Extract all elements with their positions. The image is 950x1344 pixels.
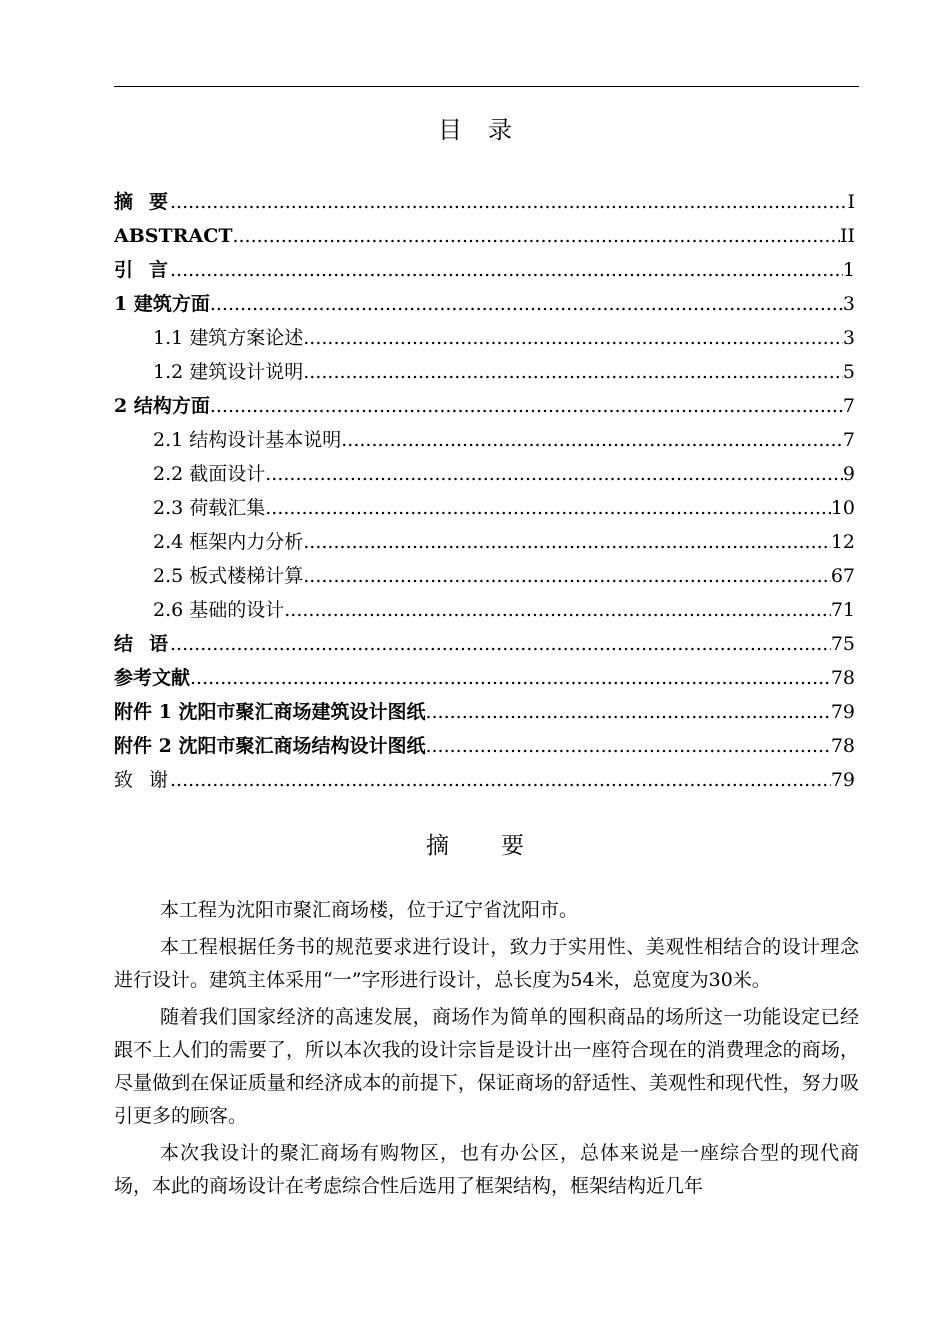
toc-dot-leader xyxy=(210,287,843,321)
toc-entry-page: 3 xyxy=(842,293,855,315)
toc-entry[interactable] xyxy=(114,355,855,389)
toc-entry[interactable] xyxy=(114,695,855,729)
abstract-body xyxy=(114,894,859,1207)
toc-dot-leader xyxy=(303,525,831,559)
toc-entry[interactable] xyxy=(114,321,855,355)
toc-entry-page: 5 xyxy=(842,361,855,383)
toc-entry[interactable] xyxy=(114,525,855,559)
toc-entry[interactable] xyxy=(114,457,855,491)
abstract-paragraph: 本工程根据任务书的规范要求进行设计，致力于实用性、美观性相结合的设计理念进行设计。建筑主体采用“一”字形进行设计，总长度为54米，总宽度为30米。 xyxy=(114,936,859,991)
toc-entry-label: 2.2 截面设计 xyxy=(153,463,266,485)
toc-dot-leader xyxy=(232,219,840,253)
toc-entry-page: I xyxy=(847,191,855,213)
toc-entry[interactable] xyxy=(114,423,855,457)
toc-entry-label: 2.4 框架内力分析 xyxy=(153,531,304,553)
toc-entry-page: 10 xyxy=(830,497,855,519)
toc-entry-label: 1.1 建筑方案论述 xyxy=(153,327,304,349)
toc-entry-label: 附件 1 沈阳市聚汇商场建筑设计图纸 xyxy=(114,701,426,723)
toc-dot-leader xyxy=(303,559,831,593)
toc-entry-page: 71 xyxy=(830,599,855,621)
toc-dot-leader xyxy=(265,491,831,525)
toc-entry-page: 7 xyxy=(842,395,855,417)
toc-entry-label: 结语 xyxy=(114,633,185,655)
toc-entry[interactable] xyxy=(114,729,855,763)
toc-dot-leader xyxy=(425,729,830,763)
toc-entry-page: 3 xyxy=(842,327,855,349)
toc-entry-label: 引言 xyxy=(114,259,185,281)
abstract-paragraph: 随着我们国家经济的高速发展，商场作为简单的囤积商品的场所这一功能设定已经跟不上人们的需要了，所以本次我的设计宗旨是设计出一座符合现在的消费理念的商场，尽量做到在保证质量和经济成本的前提下，保证商场的舒适性、美观性和现代性，努力吸引更多的顾客。 xyxy=(114,1006,859,1127)
toc-dot-leader xyxy=(170,185,847,219)
toc-entry-label: 附件 2 沈阳市聚汇商场结构设计图纸 xyxy=(114,735,426,757)
table-of-contents xyxy=(114,185,855,797)
abstract-paragraph: 本次我设计的聚汇商场有购物区，也有办公区，总体来说是一座综合型的现代商场，本此的商场设计在考虑综合性后选用了框架结构，框架结构近几年 xyxy=(114,1142,859,1197)
toc-entry[interactable] xyxy=(114,185,855,219)
toc-dot-leader xyxy=(190,661,831,695)
abstract-title: 摘要 xyxy=(426,833,576,859)
toc-entry[interactable] xyxy=(114,389,855,423)
header-rule xyxy=(114,86,859,87)
toc-entry[interactable] xyxy=(114,763,855,797)
toc-entry-label: 参考文献 xyxy=(114,667,191,689)
toc-entry-label: 2.5 板式楼梯计算 xyxy=(153,565,304,587)
toc-entry-label: 2.1 结构设计基本说明 xyxy=(153,429,342,451)
toc-entry-page: 7 xyxy=(842,429,855,451)
toc-entry-label: 1.2 建筑设计说明 xyxy=(153,361,304,383)
toc-entry-label: 2.6 基础的设计 xyxy=(153,599,285,621)
toc-dot-leader xyxy=(425,695,830,729)
toc-entry-page: 75 xyxy=(830,633,855,655)
toc-entry-page: 79 xyxy=(830,701,855,723)
toc-entry-page: 79 xyxy=(830,769,855,791)
toc-entry[interactable] xyxy=(114,661,855,695)
toc-entry-label: 致谢 xyxy=(114,769,185,791)
toc-dot-leader xyxy=(284,593,831,627)
toc-entry-label: ABSTRACT xyxy=(114,225,233,247)
toc-title: 目录 xyxy=(438,116,538,144)
toc-entry[interactable] xyxy=(114,593,855,627)
toc-entry[interactable] xyxy=(114,253,855,287)
toc-entry-page: 9 xyxy=(842,463,855,485)
toc-dot-leader xyxy=(170,627,831,661)
toc-dot-leader xyxy=(303,355,843,389)
toc-dot-leader xyxy=(210,389,843,423)
toc-entry-page: 78 xyxy=(830,667,855,689)
toc-entry-page: 12 xyxy=(830,531,855,553)
toc-entry-page: 1 xyxy=(842,259,855,281)
toc-entry[interactable] xyxy=(114,627,855,661)
toc-entry-page: 78 xyxy=(830,735,855,757)
toc-entry[interactable] xyxy=(114,219,855,253)
toc-entry-page: II xyxy=(839,225,855,247)
toc-entry[interactable] xyxy=(114,287,855,321)
abstract-paragraph: 本工程为沈阳市聚汇商场楼，位于辽宁省沈阳市。 xyxy=(160,899,579,921)
toc-dot-leader xyxy=(170,253,843,287)
toc-entry-page: 67 xyxy=(830,565,855,587)
toc-entry[interactable] xyxy=(114,491,855,525)
toc-dot-leader xyxy=(265,457,843,491)
toc-entry-label: 2 结构方面 xyxy=(114,395,210,417)
toc-entry[interactable] xyxy=(114,559,855,593)
toc-dot-leader xyxy=(303,321,843,355)
toc-entry-label: 2.3 荷载汇集 xyxy=(153,497,266,519)
toc-dot-leader xyxy=(170,763,831,797)
toc-entry-label: 1 建筑方面 xyxy=(114,293,210,315)
toc-dot-leader xyxy=(341,423,843,457)
toc-entry-label: 摘要 xyxy=(114,191,185,213)
